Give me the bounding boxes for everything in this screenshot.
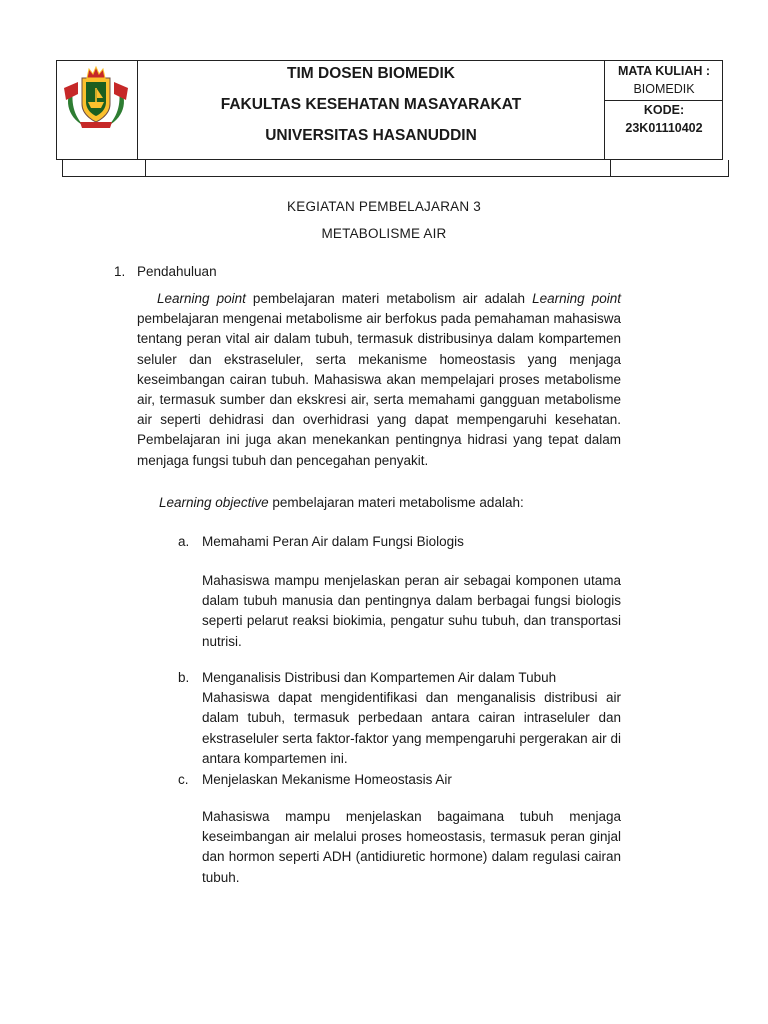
objective-body: Mahasiswa mampu menjelaskan bagaimana tubuh menjaga keseimbangan air melalui proses homeostasis, termasuk peran ginjal dan hormon seperti ADH (antidiuretic hormone) dalam regulasi cairan tubuh.: [202, 809, 621, 885]
objective-body: Mahasiswa dapat mengidentifikasi dan menganalisis distribusi air dalam tubuh, termasuk perbedaan antara cairan intraseluler dan ekstraseluler serta faktor-faktor yang mempengaruhi pergerakan air di antara kompartemen ini.: [202, 690, 621, 766]
learning-objective-term: Learning objective: [159, 495, 269, 510]
course-value: BIOMEDIK: [633, 82, 695, 96]
learning-objective-line: [159, 493, 629, 513]
code-value: 23K01110402: [625, 121, 703, 135]
code-label: KODE:: [643, 103, 685, 117]
activity-title: KEGIATAN PEMBELAJARAN 3: [287, 199, 481, 214]
header-team-name: TIM DOSEN BIOMEDIK: [287, 65, 455, 82]
intro-text-rest: pembelajaran mengenai metabolisme air berfokus pada pemahaman mahasiswa tentang peran vital air dalam tubuh, termasuk distribusinya dalam kompartemen seluler dan ekstraseluler, serta mekanisme homeostasis yang menjaga keseimbangan cairan tubuh. Mahasiswa akan mempelajari proses metabolisme air, termasuk sumber dan ekskresi air, serta memahami gangguan metabolisme air seperti dehidrasi dan overhidrasi yang dapat mempengaruhi kesehatan. Pembelajaran ini juga akan menekankan pentingnya hidrasi yang tepat dalam menjaga fungsi tubuh dan pencegahan penyakit.: [137, 311, 621, 468]
objective-block: [202, 668, 621, 769]
objective-title: Menjelaskan Mekanisme Homeostasis Air: [202, 772, 452, 787]
objective-letter: c.: [178, 772, 189, 787]
learning-point-term: Learning point: [157, 291, 246, 306]
objective-letter: a.: [178, 534, 190, 549]
objective-title: Memahami Peran Air dalam Fungsi Biologis: [202, 534, 464, 549]
header-university: UNIVERSITAS HASANUDDIN: [265, 127, 477, 144]
course-label: MATA KULIAH :: [617, 64, 711, 78]
section-heading: Pendahuluan: [137, 264, 217, 279]
objective-letter: b.: [178, 670, 190, 685]
objective-body: Mahasiswa mampu menjelaskan peran air sebagai komponen utama dalam tubuh manusia dan pentingnya dalam berbagai fungsi biologis seperti pelarut reaksi biokimia, pengatur suhu tubuh, dan transportasi nutrisi.: [202, 573, 621, 649]
university-crest-icon: [60, 64, 132, 132]
intro-text-mid: pembelajaran materi metabolism air adalah: [245, 291, 533, 306]
learning-objective-text: pembelajaran materi metabolisme adalah:: [268, 495, 524, 510]
section-number: 1.: [114, 264, 126, 279]
objective-title: Menganalisis Distribusi dan Kompartemen Air dalam Tubuh: [202, 670, 557, 685]
header-faculty: FAKULTAS KESEHATAN MASAYARAKAT: [220, 96, 522, 113]
learning-point-term: Learning point: [532, 291, 621, 306]
topic-title: METABOLISME AIR: [321, 226, 447, 241]
intro-paragraph: [137, 289, 621, 471]
